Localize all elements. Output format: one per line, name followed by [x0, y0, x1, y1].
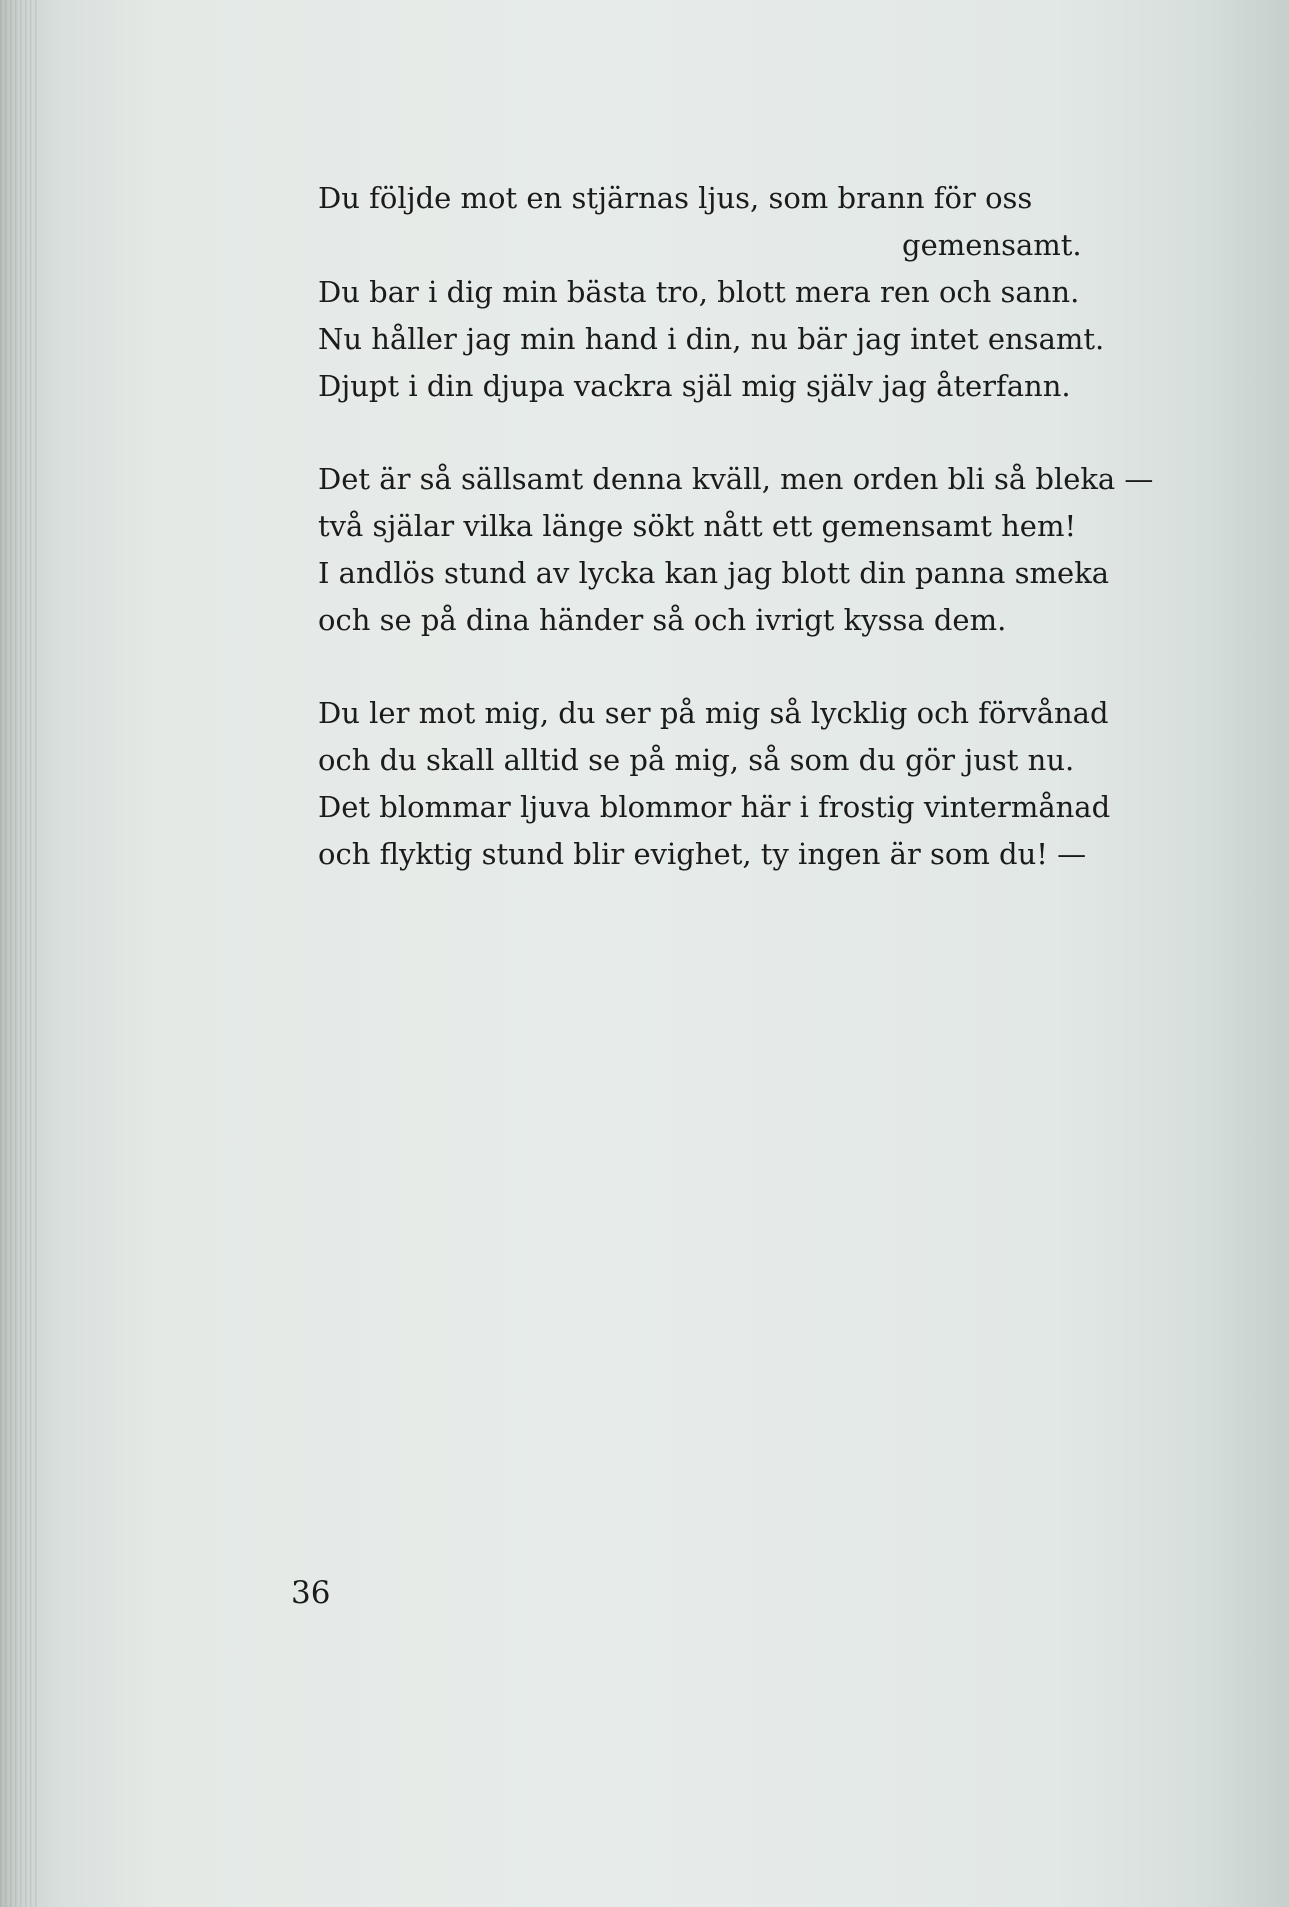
poem-line: och du skall alltid se på mig, så som du gör just nu.	[318, 743, 1075, 777]
poem-line: Det blommar ljuva blommor här i frostig vintermånad	[318, 790, 1111, 824]
poem-line: Du följde mot en stjärnas ljus, som brann för oss	[318, 181, 1033, 215]
stanza-3	[318, 690, 1198, 878]
stanza-1	[318, 175, 1198, 410]
poem-line: och flyktig stund blir evighet, ty ingen är som du! —	[318, 837, 1087, 871]
poem-line: Du ler mot mig, du ser på mig så lycklig och förvånad	[318, 696, 1109, 730]
poem-line: I andlös stund av lycka kan jag blott din panna smeka	[318, 556, 1110, 590]
poem-line-continuation: gemensamt.	[902, 228, 1082, 262]
page-number: 36	[291, 1575, 331, 1611]
poem-line: Du bar i dig min bästa tro, blott mera ren och sann.	[318, 275, 1080, 309]
poem-line: Nu håller jag min hand i din, nu bär jag intet ensamt.	[318, 322, 1105, 356]
stanza-2	[318, 456, 1198, 644]
page-edge-shadow	[0, 0, 40, 1907]
poem-line: och se på dina händer så och ivrigt kyssa dem.	[318, 603, 1007, 637]
poem	[318, 175, 1198, 924]
poem-line: Djupt i din djupa vackra själ mig själv jag återfann.	[318, 369, 1071, 403]
poem-line: två själar vilka länge sökt nått ett gemensamt hem!	[318, 509, 1077, 543]
poem-line: Det är så sällsamt denna kväll, men orden bli så bleka —	[318, 462, 1154, 496]
